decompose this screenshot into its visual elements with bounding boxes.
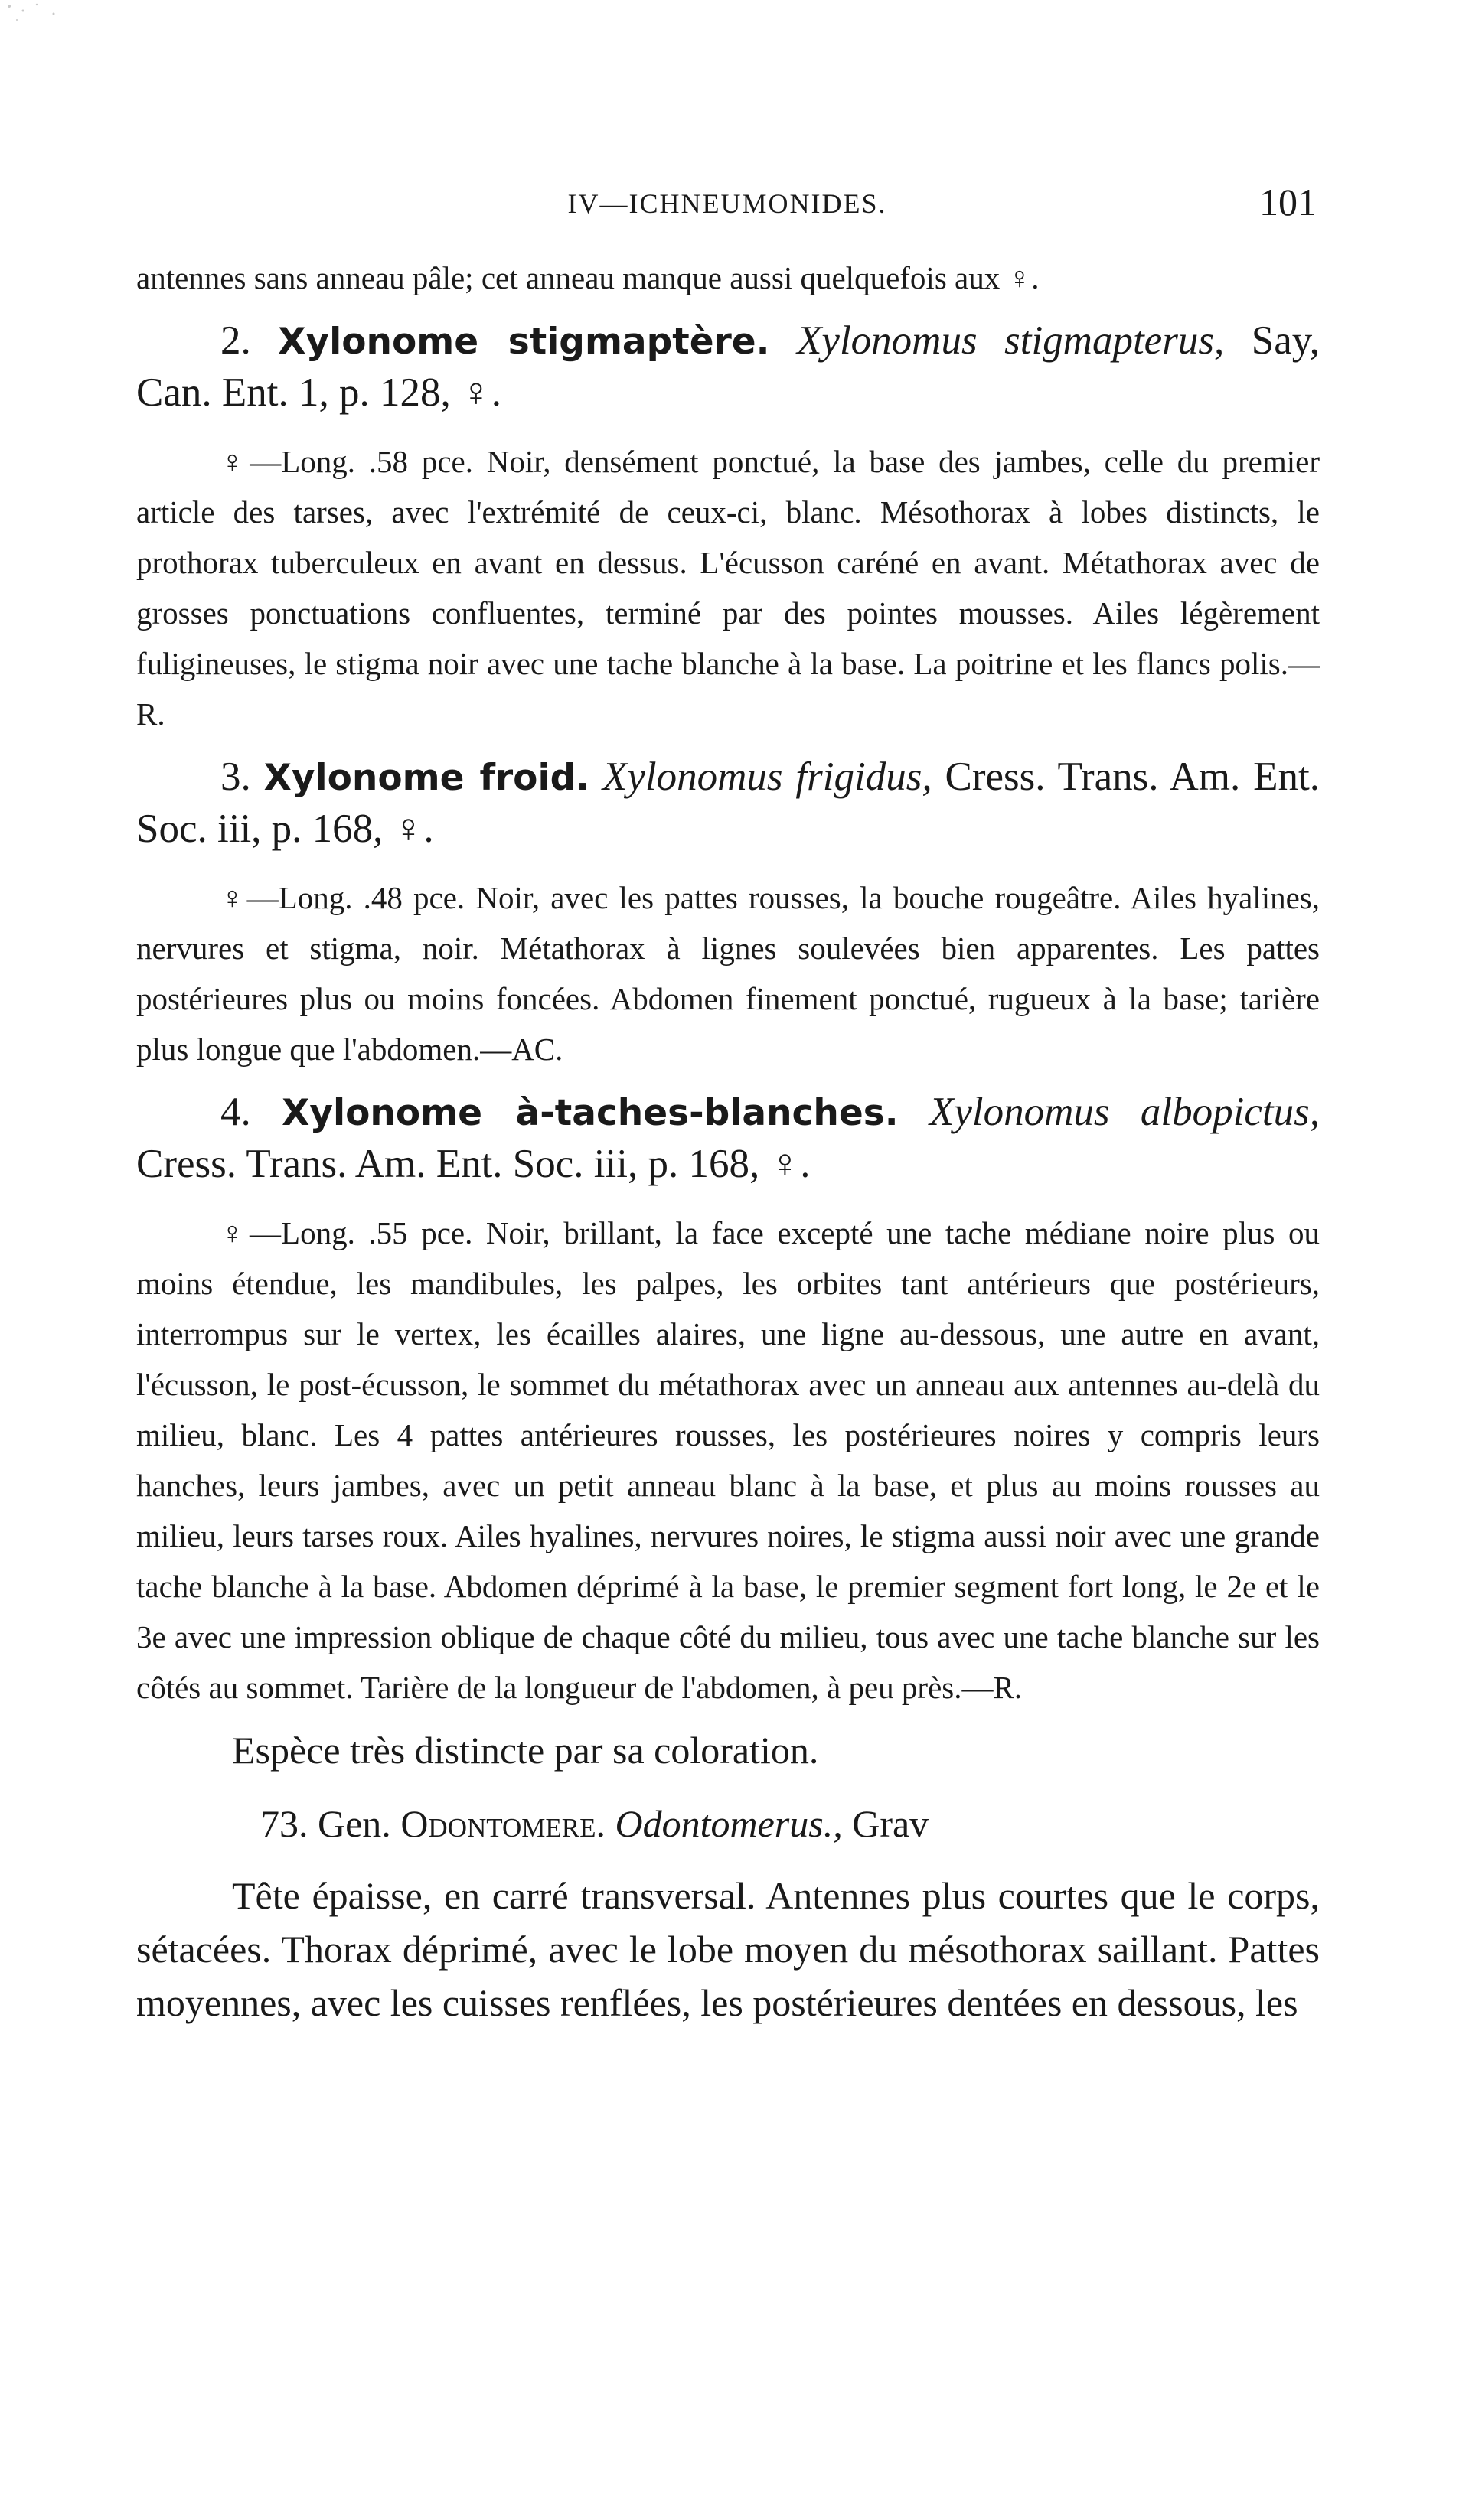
genus-author: Grav [852,1802,929,1845]
species-description: ♀—Long. .58 pce. Noir, densément ponctué, la base des jambes, celle du premier article des tarses, avec l'extrémité de ceux-ci, blanc. Mésothorax à lobes distincts, le prothorax tuberculeux en avant en dessus. L'écusson caréné en avant. Métathorax avec de grosses ponctuations confluentes, terminé par des pointes mousses. Ailes légèrement fuligineuses, le stigma noir avec une tache blanche à la base. La poitrine et les flancs polis.—R. [136,444,1320,732]
species-name: Xylonome froid. [263,757,590,799]
running-head: IV—ICHNEUMONIDES. [567,188,887,219]
species-number: 2. [220,318,251,363]
species-number: 4. [220,1090,251,1134]
species-citation: Say, Can. Ent. 1, p. 128, ♀. [136,318,1320,415]
genus-number: 73. [260,1802,308,1845]
genus-name: Odontomere. [400,1802,606,1845]
genus-heading [136,1798,1320,1849]
page-header [138,180,1317,226]
species-description: ♀—Long. .48 pce. Noir, avec les pattes rousses, la bouche rougeâtre. Ailes hyalines, nervures et stigma, noir. Métathorax à lignes soulevées bien apparentes. Les pattes postérieures plus ou moins foncées. Abdomen finement ponctué, rugueux à la base; tarière plus longue que l'abdomen.—AC. [136,880,1320,1067]
species-description: ♀—Long. .55 pce. Noir, brillant, la face excepté une tache médiane noire plus ou moins étendue, les mandibules, les palpes, les orbites tant antérieurs que postérieurs, interrompus sur le vertex, les écailles alaires, une ligne au-dessous, une autre en avant, l'écusson, le post-écusson, le sommet du métathorax avec un anneau aux antennes au-delà du milieu, blanc. Les 4 pattes antérieures rousses, les postérieures noires y compris leurs hanches, leurs jambes, avec un petit anneau blanc à la base, et plus au moins rousses au milieu, leurs tarses roux. Ailes hyalines, nervures noires, le stigma aussi noir avec une grande tache blanche à la base. Abdomen déprimé à la base, le premier segment fort long, le 2e et le 3e avec une impression oblique de chaque côté du milieu, tous avec une tache blanche sur les côtés au sommet. Tarière de la longueur de l'abdomen, à peu près.—R. [136,1215,1320,1705]
page-number: 101 [1259,181,1317,223]
paper-specks [0,0,153,46]
species-name: Xylonome stigmaptère. [278,321,770,363]
genus-abbr: Gen. [318,1802,391,1845]
species-latin-name: Xylonomus frigidus, [602,755,932,799]
species-latin-name: Xylonomus stigmapterus, [797,318,1225,363]
species-number: 3. [220,755,251,799]
intro-paragraph: antennes sans anneau pâle; cet anneau manque aussi quelquefois aux ♀. [136,260,1040,295]
species-latin-name: Xylonomus albopictus, [929,1090,1320,1134]
page-body [136,253,1320,2029]
genus-description: Tête épaisse, en carré transversal. Antennes plus courtes que le corps, sétacées. Thorax déprimé, avec le lobe moyen du mésothorax saillant. Pattes moyennes, avec les cuisses renflées, les postérieures dentées en dessous, les [136,1874,1320,2024]
species-citation: Cress. Trans. Am. Ent. Soc. iii, p. 168, ♀. [136,755,1320,851]
genus-latin-name: Odontomerus., [615,1802,843,1845]
species-heading [136,315,1320,418]
species-name: Xylonome à-taches-blanches. [282,1092,899,1134]
species-heading [136,751,1320,854]
species-heading [136,1087,1320,1189]
species-note: Espèce très distincte par sa coloration. [232,1729,819,1772]
species-citation: Cress. Trans. Am. Ent. Soc. iii, p. 168, ♀. [136,1142,811,1186]
